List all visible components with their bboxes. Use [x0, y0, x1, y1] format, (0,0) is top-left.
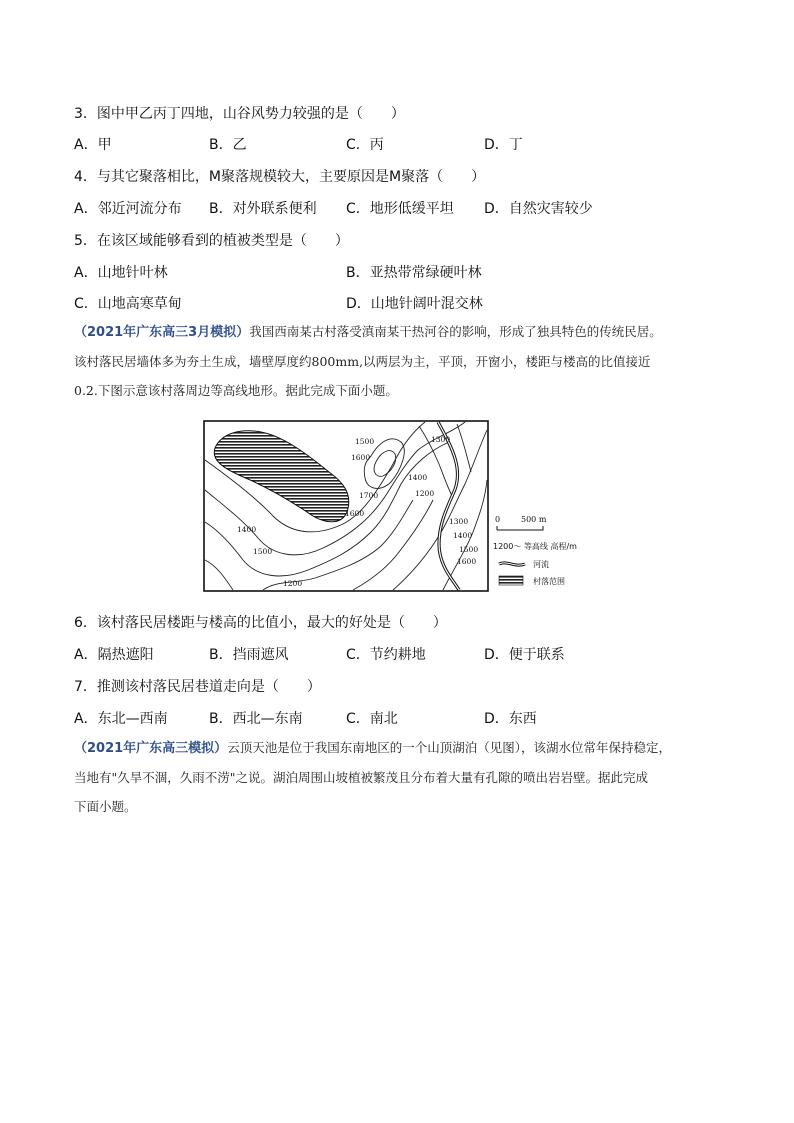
question-4-option-b[interactable]: B．对外联系便利 — [209, 201, 317, 217]
passage-1-line-2: 该村落民居墙体多为夯土生成，墙壁厚度约800mm,以两层为主，平顶，开窗小，楼距与楼高的比值接近 — [74, 354, 651, 369]
contour-map — [203, 420, 601, 592]
question-7-option-a[interactable]: A．东北—西南 — [74, 711, 168, 727]
contour-label: 1700 — [359, 491, 379, 500]
passage-2-line-1: 云顶天池是位于我国东南地区的一个山顶湖泊（见图），该湖水位常年保持稳定， — [227, 740, 671, 755]
question-5-option-b[interactable]: B．亚热带常绿硬叶林 — [346, 265, 482, 281]
contour-label: 1300 — [449, 517, 469, 526]
legend-village-label: 村落范围 — [533, 577, 565, 586]
contour-label: 1500 — [355, 437, 375, 446]
contour-label: 1500 — [459, 545, 479, 554]
passage-2-line-2: 当地有"久旱不涸，久雨不涝"之说。湖泊周围山坡植被繁茂且分布着大量有孔隙的喷出岩岩壁。据此完成 — [74, 770, 649, 785]
question-5-option-c[interactable]: C．山地高寒草甸 — [74, 296, 182, 312]
passage-1-line-3: 0.2.下图示意该村落周边等高线地形。据此完成下面小题。 — [74, 383, 398, 398]
question-6-stem: 6．该村落民居楼距与楼高的比值小，最大的好处是（ ） — [74, 615, 447, 631]
contour-label: 1400 — [408, 473, 428, 482]
contour-label: 1600 — [351, 453, 371, 462]
contour-label: 1200 — [415, 489, 435, 498]
passage-2-line-3: 下面小题。 — [74, 799, 137, 814]
scale-label: 500 m — [521, 515, 547, 524]
contour-label: 1500 — [253, 547, 273, 556]
question-7-option-c[interactable]: C．南北 — [346, 711, 398, 727]
question-7-option-d[interactable]: D．东西 — [484, 711, 537, 727]
question-6-option-c[interactable]: C．节约耕地 — [346, 647, 426, 663]
question-4-option-d[interactable]: D．自然灾害较少 — [484, 201, 593, 217]
question-5-option-a[interactable]: A．山地针叶林 — [74, 265, 168, 281]
question-3-stem: 3．图中甲乙丙丁四地，山谷风势力较强的是（ ） — [74, 106, 405, 122]
question-3-option-d[interactable]: D．丁 — [484, 137, 523, 153]
legend-contour-label: 1200～ 等高线 高程/m — [493, 542, 577, 551]
question-5-option-d[interactable]: D．山地针阔叶混交林 — [346, 296, 483, 312]
passage-2 — [74, 733, 724, 821]
contour-label: 1400 — [237, 525, 257, 534]
question-7-option-b[interactable]: B．西北—东南 — [209, 711, 303, 727]
legend-village-symbol — [499, 576, 523, 585]
contour-label: 1600 — [457, 557, 477, 566]
question-6-option-d[interactable]: D．便于联系 — [484, 647, 565, 663]
question-7-stem: 7．推测该村落民居巷道走向是（ ） — [74, 679, 321, 695]
question-3-option-b[interactable]: B．乙 — [209, 137, 247, 153]
question-4-option-c[interactable]: C．地形低缓平坦 — [346, 201, 454, 217]
contour-label: 1200 — [283, 579, 303, 588]
question-3-option-a[interactable]: A．甲 — [74, 137, 112, 153]
question-5-stem: 5．在该区域能够看到的植被类型是（ ） — [74, 233, 349, 249]
contour-label: 1600 — [345, 509, 365, 518]
question-3-option-c[interactable]: C．丙 — [346, 137, 384, 153]
scale-bar — [495, 515, 547, 530]
contour-label: 1300 — [431, 435, 451, 444]
passage-2-source: （2021年广东高三模拟） — [74, 741, 228, 756]
passage-1-source: （2021年广东高三3月模拟） — [74, 325, 250, 340]
question-4-option-a[interactable]: A．邻近河流分布 — [74, 201, 182, 217]
map-legend — [493, 541, 577, 586]
contour-label: 1400 — [453, 531, 473, 540]
passage-1-line-1: 我国西南某古村落受滇南某干热河谷的影响，形成了独具特色的传统民居。 — [249, 324, 662, 339]
question-4-stem: 4．与其它聚落相比，M聚落规模较大，主要原因是M聚落（ ） — [74, 169, 486, 185]
question-6-option-b[interactable]: B．挡雨遮风 — [209, 647, 289, 663]
scale-zero: 0 — [495, 515, 501, 524]
question-6-option-a[interactable]: A．隔热遮阳 — [74, 647, 154, 663]
legend-river-label: 河流 — [533, 560, 549, 569]
passage-1 — [74, 317, 724, 405]
